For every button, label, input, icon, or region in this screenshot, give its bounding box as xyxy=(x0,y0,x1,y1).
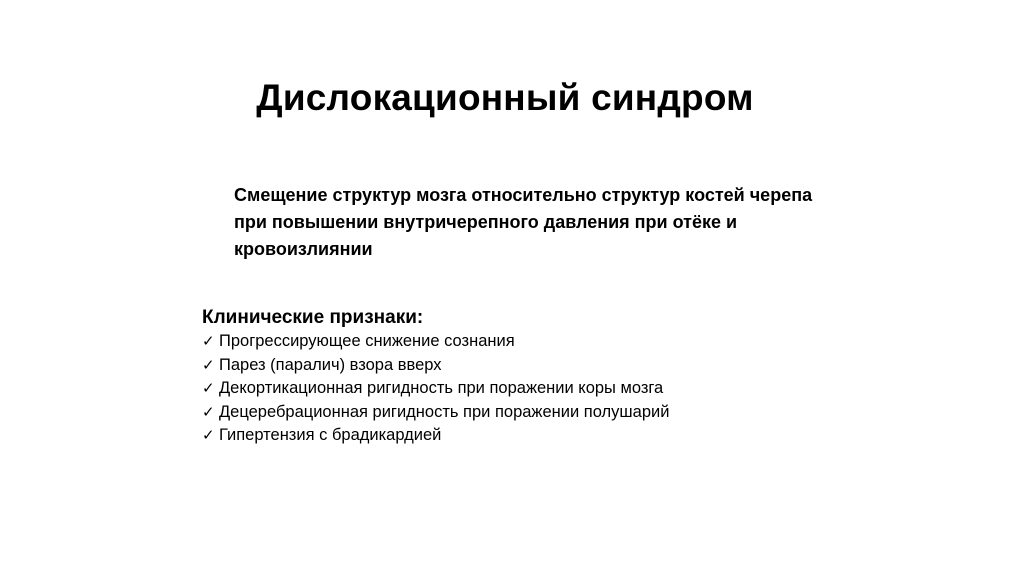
checkmark-icon: ✓ xyxy=(202,427,215,444)
slide-title: Дислокационный синдром xyxy=(256,77,754,118)
checkmark-icon: ✓ xyxy=(202,356,215,374)
list-item-text: Парез (паралич) взора вверх xyxy=(219,355,442,374)
checkmark-icon: ✓ xyxy=(202,333,215,350)
clinical-signs-list xyxy=(202,330,669,448)
list-item-text: Прогрессирующее снижение сознания xyxy=(219,332,515,350)
definition-text: Смещение структур мозга относительно структур костей черепа при повышении внутричерепного давления при отёке и кровоизлиянии xyxy=(234,185,813,259)
list-item xyxy=(202,424,669,448)
list-item-text: Децеребрационная ригидность при поражении полушарий xyxy=(219,402,670,421)
list-item xyxy=(202,354,669,378)
clinical-signs-heading: Клинические признаки: xyxy=(202,307,424,328)
list-item xyxy=(202,330,669,354)
list-item-text: Гипертензия с брадикардией xyxy=(219,426,442,444)
checkmark-icon: ✓ xyxy=(202,380,215,397)
list-item xyxy=(202,401,669,425)
checkmark-icon: ✓ xyxy=(202,403,215,421)
list-item-text: Декортикационная ригидность при поражении коры мозга xyxy=(219,379,664,397)
list-item xyxy=(202,377,669,401)
